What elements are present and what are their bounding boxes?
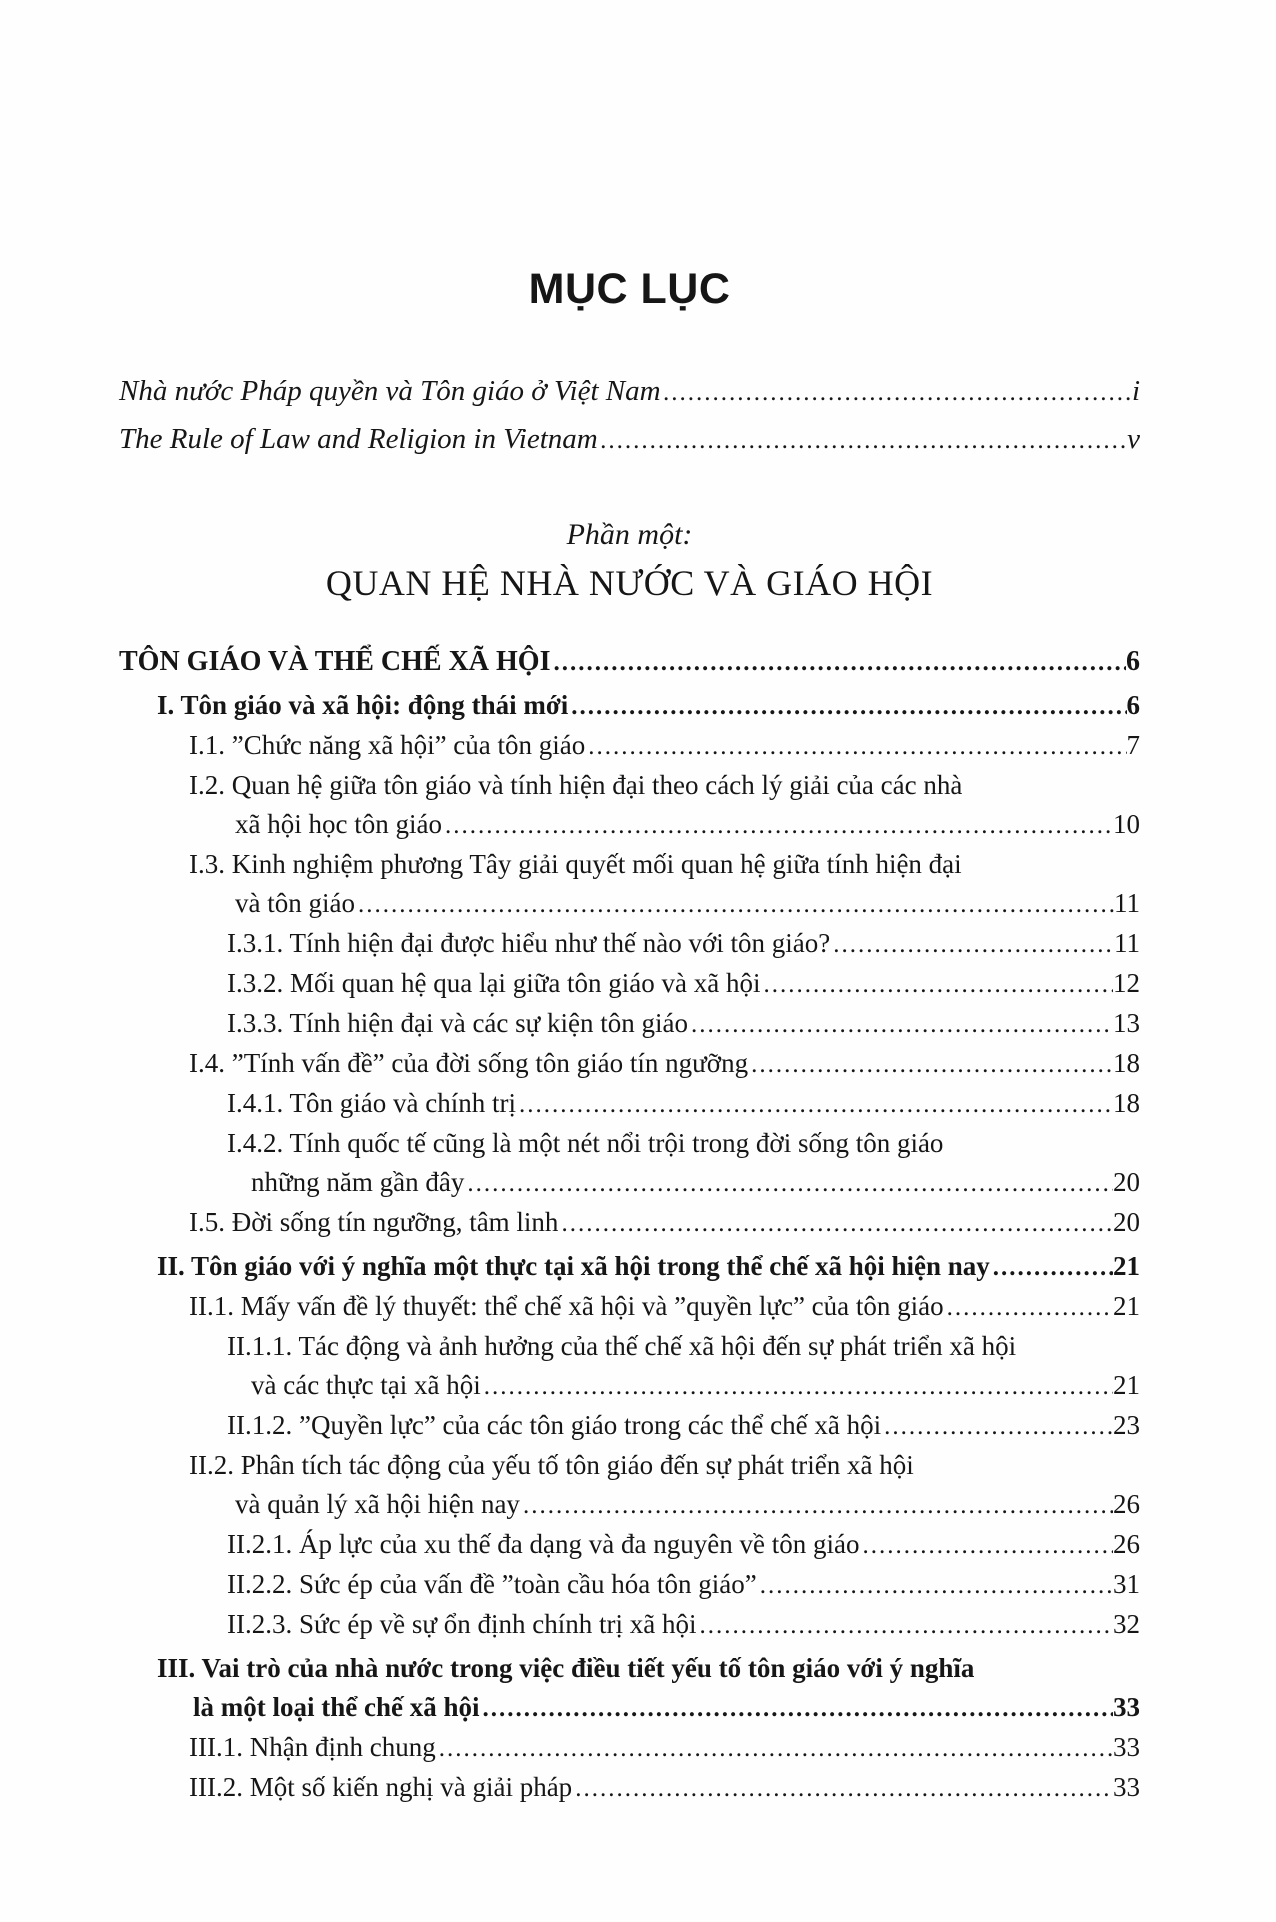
dot-leader — [947, 1287, 1113, 1327]
toc-entry-line — [119, 1649, 1140, 1688]
toc-entry-line — [119, 1044, 1140, 1084]
dot-leader — [760, 1565, 1113, 1605]
toc-entry — [119, 1327, 1140, 1406]
toc-entry — [119, 1605, 1140, 1645]
page-number: 21 — [1113, 1251, 1140, 1281]
toc-entry-line — [119, 964, 1140, 1004]
toc-entry-line — [119, 1768, 1140, 1808]
toc-entry — [119, 1768, 1140, 1808]
toc-entry — [119, 1084, 1140, 1124]
toc-entry-text: The Rule of Law and Religion in Vietnam — [119, 423, 598, 455]
page-number: 33 — [1113, 1772, 1140, 1802]
toc-entry-line — [119, 884, 1140, 924]
toc-entry-line — [119, 1366, 1140, 1406]
toc-entry — [119, 1203, 1140, 1243]
toc-entry-text: I.4.2. Tính quốc tế cũng là một nét nổi trội trong đời sống tôn giáo — [227, 1128, 944, 1158]
page-number: 33 — [1113, 1692, 1140, 1722]
toc-entry-line — [119, 924, 1140, 964]
toc-entry — [119, 1124, 1140, 1203]
toc-entry — [119, 686, 1140, 726]
toc-entry-text: II.1.1. Tác động và ảnh hưởng của thế chế xã hội đến sự phát triển xã hội — [227, 1331, 1017, 1361]
toc-entry — [119, 1525, 1140, 1565]
toc-entry-text: I.3.2. Mối quan hệ qua lại giữa tôn giáo và xã hội — [227, 968, 761, 998]
toc-entry-text: II.2.2. Sức ép của vấn đề ”toàn cầu hóa tôn giáo” — [227, 1569, 757, 1599]
toc-entry-text: I.5. Đời sống tín ngưỡng, tâm linh — [189, 1207, 559, 1237]
dot-leader — [764, 964, 1113, 1004]
page-number: i — [1131, 375, 1140, 407]
toc-entry-line — [119, 1163, 1140, 1203]
toc-entry-text: III.1. Nhận định chung — [189, 1732, 436, 1762]
dot-leader — [358, 884, 1114, 924]
dot-leader — [482, 1688, 1113, 1728]
toc-entry-text: II.1.2. ”Quyền lực” của các tôn giáo trong các thể chế xã hội — [227, 1410, 882, 1440]
toc-entry-text: Nhà nước Pháp quyền và Tôn giáo ở Việt Nam — [119, 375, 661, 407]
part-title: QUAN HỆ NHÀ NƯỚC VÀ GIÁO HỘI — [325, 563, 934, 603]
dot-leader — [588, 726, 1126, 766]
toc-entry-line — [119, 805, 1140, 845]
toc-entry-text: II.2.3. Sức ép về sự ổn định chính trị xã hội — [227, 1609, 697, 1639]
toc-entry-text: II.2.1. Áp lực của xu thế đa dạng và đa nguyên về tôn giáo — [227, 1529, 860, 1559]
toc-entry — [119, 1565, 1140, 1605]
dot-leader — [519, 1084, 1113, 1124]
toc-entry-text: I.1. ”Chức năng xã hội” của tôn giáo — [189, 730, 586, 760]
toc-entry-line — [119, 1406, 1140, 1446]
toc-entry-line — [119, 416, 1140, 464]
toc-entry-line — [119, 642, 1140, 682]
toc-entry-line — [119, 1565, 1140, 1605]
dot-leader — [862, 1525, 1113, 1565]
dot-leader — [467, 1163, 1113, 1203]
toc-entry — [119, 1649, 1140, 1728]
toc-entry-text: I.4. ”Tính vấn đề” của đời sống tôn giáo tín ngưỡng — [189, 1048, 749, 1078]
toc-entry — [119, 1247, 1140, 1287]
toc-entry — [119, 1044, 1140, 1084]
toc-entry-text: II. Tôn giáo với ý nghĩa một thực tại xã hội trong thể chế xã hội hiện nay — [157, 1251, 990, 1281]
page-number: 12 — [1113, 968, 1140, 998]
page-number: 20 — [1113, 1167, 1140, 1197]
page-number: 11 — [1114, 928, 1140, 958]
toc-entry-text: I.2. Quan hệ giữa tôn giáo và tính hiện đại theo cách lý giải của các nhà — [189, 770, 963, 800]
dot-leader — [884, 1406, 1113, 1446]
page-number: 31 — [1113, 1569, 1140, 1599]
toc-entry-line — [119, 766, 1140, 805]
toc-entry — [119, 1728, 1140, 1768]
dot-leader — [561, 1203, 1113, 1243]
toc-entry-text: I.3.1. Tính hiện đại được hiểu như thế nào với tôn giáo? — [227, 928, 831, 958]
front-matter-list — [119, 368, 1140, 464]
toc-entry — [119, 964, 1140, 1004]
toc-entry — [119, 766, 1140, 845]
toc-entry-line — [119, 1728, 1140, 1768]
dot-leader — [439, 1728, 1113, 1768]
toc-entry-line — [119, 1203, 1140, 1243]
page-number: 18 — [1113, 1048, 1140, 1078]
page-number: 6 — [1126, 690, 1140, 720]
page-number: 26 — [1113, 1529, 1140, 1559]
dot-leader — [445, 805, 1113, 845]
toc-entry-line — [119, 1084, 1140, 1124]
page-number: 13 — [1113, 1008, 1140, 1038]
dot-leader — [523, 1485, 1113, 1525]
toc-entry-line — [119, 726, 1140, 766]
dot-leader — [553, 642, 1126, 682]
toc-entry-text: I.3. Kinh nghiệm phương Tây giải quyết mối quan hệ giữa tính hiện đại — [189, 849, 962, 879]
page-number: 33 — [1113, 1732, 1140, 1762]
toc-entry-line — [119, 368, 1140, 416]
toc-entry-line — [119, 1124, 1140, 1163]
toc-entry-text: I.4.1. Tôn giáo và chính trị — [227, 1088, 516, 1118]
toc-entry-line — [119, 1287, 1140, 1327]
toc-entry — [119, 726, 1140, 766]
toc-entry-text: III. Vai trò của nhà nước trong việc điều tiết yếu tố tôn giáo với ý nghĩa — [157, 1653, 975, 1683]
toc-entry-text: những năm gần đây — [251, 1167, 465, 1197]
toc-entry — [119, 1446, 1140, 1525]
toc-entry-text: I.3.3. Tính hiện đại và các sự kiện tôn giáo — [227, 1008, 689, 1038]
toc-entry-line — [119, 1446, 1140, 1485]
toc-entry-text: là một loại thể chế xã hội — [193, 1692, 480, 1722]
toc-entry — [119, 642, 1140, 682]
dot-leader — [575, 1768, 1113, 1808]
page-number: 10 — [1113, 809, 1140, 839]
toc-entry-text: và tôn giáo — [235, 888, 355, 918]
toc-entry-line — [119, 1004, 1140, 1044]
toc-entry-text: II.1. Mấy vấn đề lý thuyết: thể chế xã hội và ”quyền lực” của tôn giáo — [189, 1291, 944, 1321]
toc-entry-line — [119, 1247, 1140, 1287]
page-number: v — [1127, 423, 1140, 455]
page-number: 18 — [1113, 1088, 1140, 1118]
dot-leader — [601, 416, 1127, 464]
toc-entry — [119, 1004, 1140, 1044]
page-number: 21 — [1113, 1370, 1140, 1400]
page-number: 20 — [1113, 1207, 1140, 1237]
dot-leader — [833, 924, 1114, 964]
toc-entry-text: và quản lý xã hội hiện nay — [235, 1489, 520, 1519]
page-number: 7 — [1126, 730, 1140, 760]
toc-entry-line — [119, 1525, 1140, 1565]
toc-entry-line — [119, 686, 1140, 726]
page-number: 26 — [1113, 1489, 1140, 1519]
dot-leader — [691, 1004, 1113, 1044]
toc-entry-line — [119, 1327, 1140, 1366]
part-label: Phần một: — [566, 518, 693, 551]
page-title: MỤC LỤC — [528, 265, 731, 313]
page-number: 23 — [1113, 1410, 1140, 1440]
dot-leader — [484, 1366, 1113, 1406]
page-number: 32 — [1113, 1609, 1140, 1639]
page-number: 6 — [1126, 646, 1140, 677]
toc-entry-line — [119, 1605, 1140, 1645]
toc-entry — [119, 924, 1140, 964]
dot-leader — [993, 1247, 1113, 1287]
dot-leader — [664, 368, 1132, 416]
toc-entry-text: TÔN GIÁO VÀ THỂ CHẾ XÃ HỘI — [119, 646, 551, 677]
toc-entry — [119, 1287, 1140, 1327]
page-number: 11 — [1114, 888, 1140, 918]
toc-entry — [119, 1406, 1140, 1446]
dot-leader — [751, 1044, 1113, 1084]
toc-entries — [119, 642, 1140, 1808]
page-number: 21 — [1113, 1291, 1140, 1321]
dot-leader — [571, 686, 1126, 726]
toc-entry-text: và các thực tại xã hội — [251, 1370, 481, 1400]
toc-entry-text: III.2. Một số kiến nghị và giải pháp — [189, 1772, 573, 1802]
toc-entry-line — [119, 1485, 1140, 1525]
toc-entry-line — [119, 1688, 1140, 1728]
toc-entry-text: xã hội học tôn giáo — [235, 809, 442, 839]
toc-entry-text: II.2. Phân tích tác động của yếu tố tôn giáo đến sự phát triển xã hội — [189, 1450, 914, 1480]
dot-leader — [699, 1605, 1113, 1645]
toc-content — [119, 0, 1140, 1808]
toc-entry-line — [119, 845, 1140, 884]
toc-entry — [119, 845, 1140, 924]
toc-entry-text: I. Tôn giáo và xã hội: động thái mới — [157, 690, 569, 720]
